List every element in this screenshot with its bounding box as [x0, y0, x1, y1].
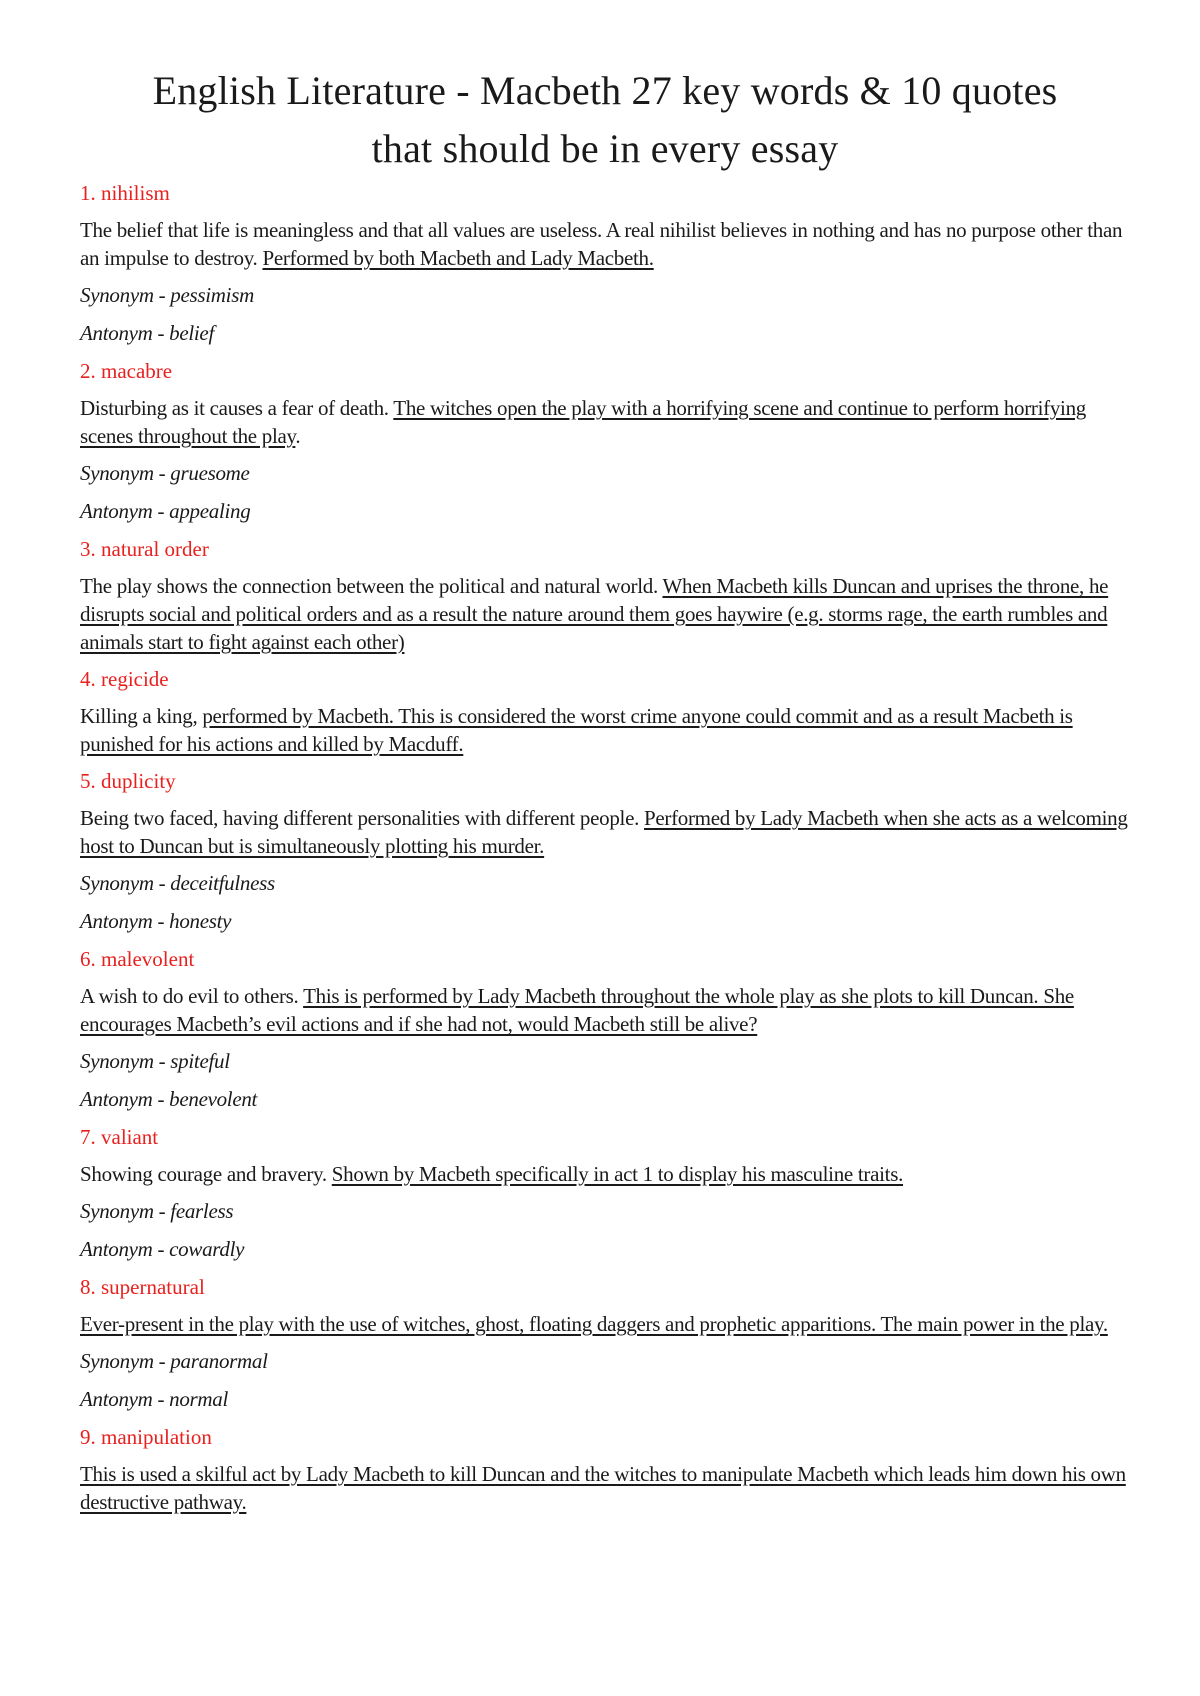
definition-underlined-text: Ever-present in the play with the use of witches, ghost, floating daggers and prophetic apparitions. The main power in the play. — [80, 1312, 1108, 1336]
entry-antonym: Antonym - normal — [80, 1387, 229, 1411]
entry-synonym: Synonym - paranormal — [80, 1349, 268, 1373]
title-line-2: that should be in every essay — [371, 126, 839, 171]
entry-definition — [80, 216, 1130, 272]
entry-macabre — [80, 358, 1130, 524]
entry-definition — [80, 702, 1130, 758]
document-page — [80, 62, 1130, 1526]
definition-text: Killing a king, — [80, 704, 203, 728]
entry-synonym: Synonym - deceitfulness — [80, 871, 275, 895]
entry-heading: 1. nihilism — [80, 181, 170, 205]
definition-text: The belief that life is meaningless and that all values are useless. A real nihilist believes in nothing and has no purpose other than an impulse to destroy. — [80, 218, 1123, 270]
definition-underlined-text: This is performed by Lady Macbeth throughout the whole play as she plots to kill Duncan. She encourages Macbeth’s evil actions and if she had not, would Macbeth still be alive? — [80, 984, 1074, 1036]
definition-text: Being two faced, having different personalities with different people. — [80, 806, 644, 830]
entry-definition — [80, 394, 1130, 450]
entry-synonym: Synonym - fearless — [80, 1199, 234, 1223]
entry-supernatural — [80, 1274, 1130, 1412]
entry-duplicity — [80, 768, 1130, 934]
definition-underlined-text: When Macbeth kills Duncan and uprises the throne, he disrupts social and political orders and as a result the nature around them goes haywire (e.g. storms rage, the earth rumbles and animals start to fight against each other) — [80, 574, 1109, 654]
entry-antonym: Antonym - belief — [80, 321, 214, 345]
entry-heading: 9. manipulation — [80, 1425, 212, 1449]
definition-text: A wish to do evil to others. — [80, 984, 304, 1008]
definition-text: Disturbing as it causes a fear of death. — [80, 396, 394, 420]
entry-definition — [80, 1460, 1130, 1516]
definition-underlined-text: Performed by both Macbeth and Lady Macbeth. — [262, 246, 654, 270]
entry-regicide — [80, 666, 1130, 758]
entry-heading: 5. duplicity — [80, 769, 176, 793]
entry-synonym: Synonym - spiteful — [80, 1049, 230, 1073]
definition-underlined-text: The witches open the play with a horrifying scene and continue to perform horrifying scenes throughout the play — [80, 396, 1086, 448]
entry-antonym: Antonym - benevolent — [80, 1087, 258, 1111]
entry-antonym: Antonym - honesty — [80, 909, 232, 933]
entry-heading: 3. natural order — [80, 537, 209, 561]
definition-text: Showing courage and bravery. — [80, 1162, 332, 1186]
entry-malevolent — [80, 946, 1130, 1112]
entry-manipulation — [80, 1424, 1130, 1516]
entry-synonym: Synonym - gruesome — [80, 461, 250, 485]
title-line-1: English Literature - Macbeth 27 key words & 10 quotes — [152, 68, 1058, 113]
definition-underlined-text: performed by Macbeth. This is considered the worst crime anyone could commit and as a result Macbeth is punished for his actions and killed by Macduff. — [80, 704, 1073, 756]
definition-underlined-text: Performed by Lady Macbeth when she acts as a welcoming host to Duncan but is simultaneously plotting his murder. — [80, 806, 1128, 858]
entry-heading: 2. macabre — [80, 359, 173, 383]
definition-tail: . — [295, 424, 301, 448]
definition-underlined-text: This is used a skilful act by Lady Macbeth to kill Duncan and the witches to manipulate Macbeth which leads him down his own destructive pathway. — [80, 1462, 1126, 1514]
definition-text: The play shows the connection between the political and natural world. — [80, 574, 663, 598]
entry-definition — [80, 1160, 1130, 1188]
entry-synonym: Synonym - pessimism — [80, 283, 254, 307]
document-title — [80, 62, 1130, 178]
entry-antonym: Antonym - cowardly — [80, 1237, 245, 1261]
entry-valiant — [80, 1124, 1130, 1262]
entry-antonym: Antonym - appealing — [80, 499, 251, 523]
entry-heading: 4. regicide — [80, 667, 169, 691]
entry-natural-order — [80, 536, 1130, 656]
entry-definition — [80, 982, 1130, 1038]
entry-definition — [80, 804, 1130, 860]
entry-heading: 8. supernatural — [80, 1275, 205, 1299]
definition-underlined-text: Shown by Macbeth specifically in act 1 to display his masculine traits. — [331, 1162, 904, 1186]
entry-definition — [80, 572, 1130, 656]
entry-heading: 6. malevolent — [80, 947, 195, 971]
entry-nihilism — [80, 180, 1130, 346]
entry-definition — [80, 1310, 1130, 1338]
entry-heading: 7. valiant — [80, 1125, 159, 1149]
